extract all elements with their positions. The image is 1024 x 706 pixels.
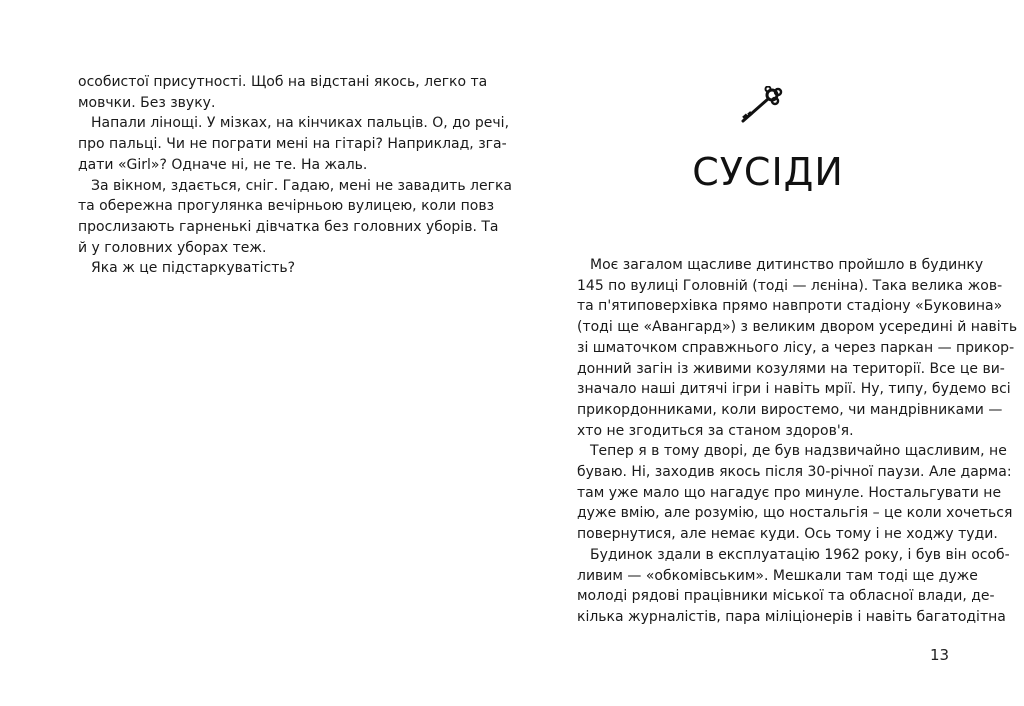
text-line: молоді рядові працівники міської та обласної влади, де- [577,588,995,605]
text-line: повернутися, але немає куди. Ось тому і не ходжу туди. [577,526,998,543]
text-line: мовчки. Без звуку. [78,94,216,111]
text-line: про пальці. Чи не пограти мені на гітарі? Наприклад, зга- [78,136,507,153]
text-line: Моє загалом щасливе дитинство пройшло в будинку [590,257,984,273]
text-line: прослизають гарненькі дівчатка без головних уборів. Та [78,218,499,235]
text-line: (тоді ще «Авангард») з великим двором усередині й навіть [577,319,1018,336]
text-line: Тепер я в тому дворі, де був надзвичайно щасливим, не [590,443,1007,460]
text-line: Напали лінощі. У мізках, на кінчиках пальців. О, до речі, [91,115,510,132]
skeleton-key-icon [739,86,783,126]
text-line: Будинок здали в експлуатацію 1962 року, і був він особ- [590,546,1010,563]
text-line: та обережна прогулянка вечірньою вулицею, коли повз [78,198,495,215]
text-line: кілька журналістів, пара міліціонерів і навіть багатодітна [577,608,1006,625]
text-line: За вікном, здається, сніг. Гадаю, мені не завадить легка [91,177,512,194]
text-line: значало наші дитячі ігри і навіть мрії. Ну, типу, будемо всі [577,381,1011,398]
text-line: ливим — «обкомівським». Мешкали там тоді ще дуже [577,567,978,584]
text-line: донний загін із живими козулями на території. Все це ви- [577,360,1005,377]
text-line: Яка ж це підстаркуватість? [91,260,296,277]
text-line: та п'ятиповерхівка прямо навпроти стадіону «Буковина» [577,298,1003,315]
text-line: хто не згодиться за станом здоров'я. [577,422,854,439]
text-line: буваю. Ні, заходив якось після 30-річної паузи. Але дарма: [577,464,1012,481]
chapter-title: СУСІДИ [692,150,844,194]
left-page-text [78,72,512,279]
text-line: 145 по вулиці Головній (тоді — лєніна). Така велика жов- [577,277,1003,294]
text-line: прикордонниками, коли виростемо, чи мандрівниками — [577,401,1003,418]
right-page-text [577,255,1018,628]
text-line: там уже мало що нагадує про минуле. Ностальгувати не [577,484,1002,501]
text-line: зі шматочком справжнього лісу, а через паркан — прикор- [577,339,1015,356]
right-page [512,0,1024,706]
text-line: дати «Girl»? Одначе ні, не те. На жаль. [78,156,368,173]
text-line: особистої присутності. Щоб на відстані якось, легко та [78,74,488,90]
page-number: 13 [930,646,950,664]
text-line: дуже вмію, але розумію, що ностальгія – це коли хочеться [577,505,1013,522]
text-line: й у головних уборах теж. [78,239,267,256]
